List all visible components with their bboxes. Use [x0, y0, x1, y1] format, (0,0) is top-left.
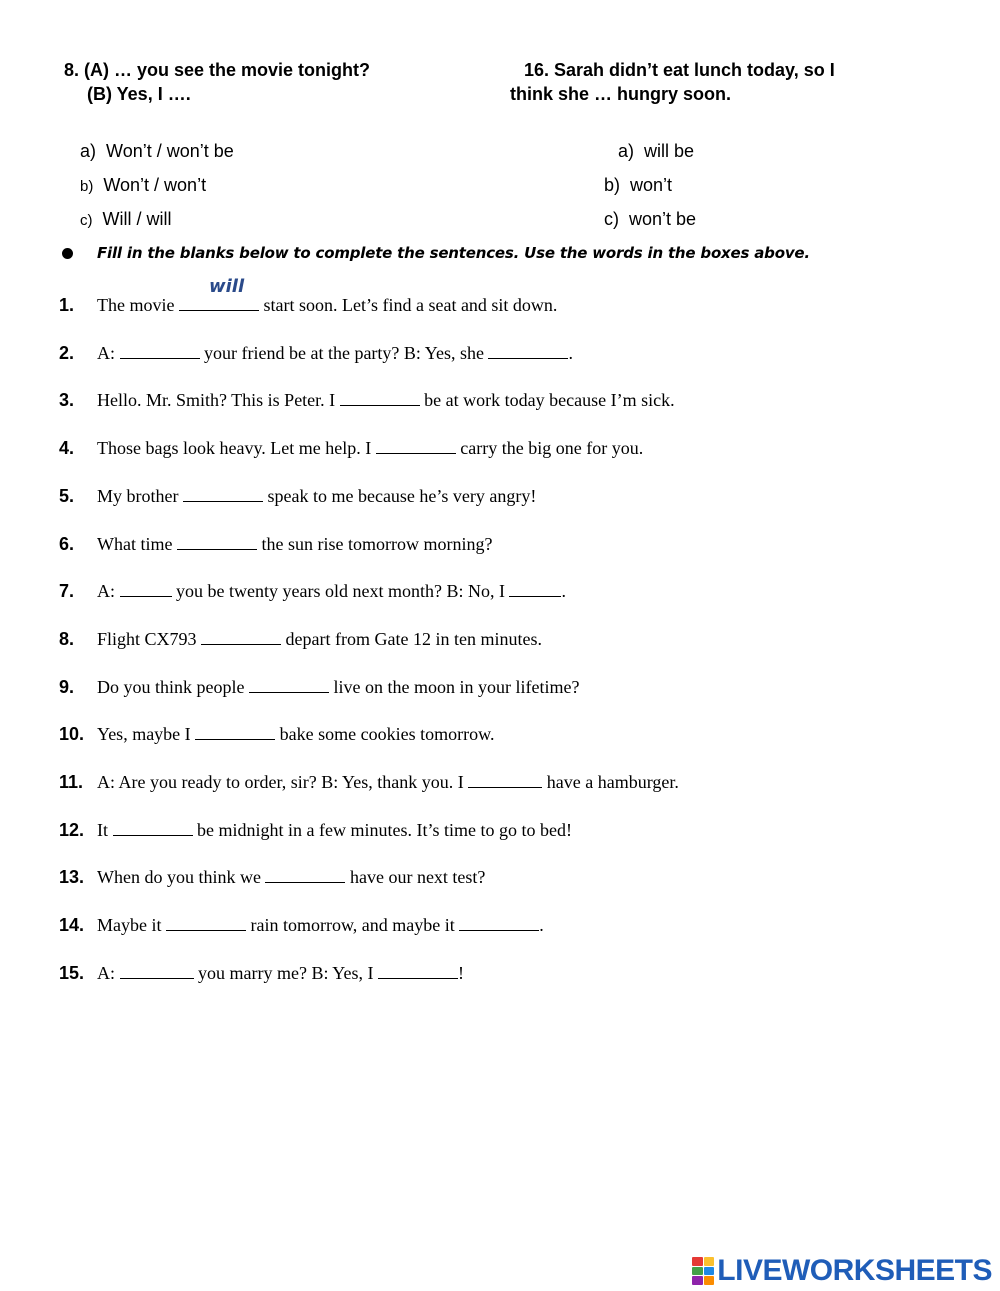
sentence-text: My brother speak to me because he’s very angry! [97, 486, 537, 506]
sentence-row [0, 720, 1000, 750]
sentence-text: A: your friend be at the party? B: Yes, she . [97, 343, 573, 363]
answer-blank[interactable] [179, 276, 259, 311]
answer-blank[interactable] [378, 963, 458, 979]
logo-block [692, 1267, 703, 1276]
sentence-text: Hello. Mr. Smith? This is Peter. I be at work today because I’m sick. [97, 390, 675, 410]
sentence-number: 11. [59, 772, 84, 792]
option-letter: b) [604, 175, 621, 195]
sentence-text: The movie will start soon. Let’s find a seat and sit down. [97, 276, 558, 315]
liveworksheets-logo [692, 1254, 992, 1288]
sentence-number: 12. [59, 820, 85, 840]
sentence-row [0, 386, 1000, 416]
sentence-row [0, 434, 1000, 464]
sentence-text: A: you marry me? B: Yes, I ! [97, 963, 464, 983]
sentence-number: 1. [59, 295, 75, 315]
logo-block [704, 1276, 715, 1285]
sentence-number: 2. [59, 343, 75, 363]
sentence-number: 4. [59, 438, 75, 458]
sentence-text: What time the sun rise tomorrow morning? [97, 534, 493, 554]
logo-block [704, 1267, 715, 1276]
sentence-row [0, 276, 1000, 321]
mc-left-question-a: 8. (A) … you see the movie tonight? [64, 60, 371, 80]
sentence-row [0, 959, 1000, 989]
answer-blank[interactable] [113, 820, 193, 836]
answer-blank[interactable] [177, 534, 257, 550]
sentence-row [0, 339, 1000, 369]
sentence-text: A: you be twenty years old next month? B: No, I . [97, 581, 566, 601]
answer-blank[interactable] [120, 343, 200, 359]
mc-left-option-c[interactable] [80, 208, 172, 232]
sentence-text: It be midnight in a few minutes. It’s time to go to bed! [97, 820, 572, 840]
sentence-row [0, 673, 1000, 703]
logo-block [692, 1257, 703, 1266]
sentence-row [0, 482, 1000, 512]
sentence-row [0, 768, 1000, 798]
mc-right-question-line1: 16. Sarah didn’t eat lunch today, so I [524, 60, 835, 80]
sentence-number: 8. [59, 629, 75, 649]
sentence-row [0, 530, 1000, 560]
mc-left-option-b[interactable] [80, 174, 206, 198]
option-letter: c) [604, 209, 619, 229]
sentence-text: Those bags look heavy. Let me help. I carry the big one for you. [97, 438, 644, 458]
answer-blank[interactable] [488, 343, 568, 359]
mc-right-question-line2: think she … hungry soon. [510, 84, 732, 104]
brand-text: LIVEWORKSHEETS [717, 1254, 992, 1287]
answer-blank[interactable] [195, 724, 275, 740]
answer-blank[interactable] [166, 915, 246, 931]
sentence-number: 7. [59, 581, 75, 601]
sentence-number: 3. [59, 390, 75, 410]
mc-right-option-b[interactable] [604, 174, 672, 196]
answer-blank[interactable] [249, 677, 329, 693]
answer-blank[interactable] [265, 867, 345, 883]
sentence-row [0, 625, 1000, 655]
option-letter: a) [80, 141, 97, 161]
answer-blank[interactable] [459, 915, 539, 931]
mc-left-option-a[interactable] [80, 140, 234, 162]
option-text: Won’t / won’t be [106, 141, 234, 161]
answer-blank[interactable] [376, 438, 456, 454]
sentence-number: 5. [59, 486, 75, 506]
sentence-row [0, 911, 1000, 941]
sentence-row [0, 816, 1000, 846]
mc-right-option-c[interactable] [604, 208, 696, 230]
logo-block [704, 1257, 715, 1266]
sentence-number: 13. [59, 867, 85, 887]
sentence-text: Do you think people live on the moon in your lifetime? [97, 677, 580, 697]
sentence-text: Yes, maybe I bake some cookies tomorrow. [97, 724, 495, 744]
sentence-row [0, 577, 1000, 607]
option-text: won’t [630, 175, 673, 195]
sentence-row [0, 863, 1000, 893]
instruction-text: Fill in the blanks below to complete the sentences. Use the words in the boxes above. [97, 244, 810, 262]
sentence-number: 14. [59, 915, 85, 935]
sentence-number: 10. [59, 724, 85, 744]
mc-left-question-b: (B) Yes, I …. [87, 84, 191, 104]
option-text: will be [644, 141, 695, 161]
logo-block [692, 1276, 703, 1285]
answer-blank[interactable] [183, 486, 263, 502]
sentence-number: 15. [59, 963, 85, 983]
option-letter: c) [80, 212, 93, 229]
sentence-text: Flight CX793 depart from Gate 12 in ten minutes. [97, 629, 542, 649]
sentence-text: Maybe it rain tomorrow, and maybe it . [97, 915, 544, 935]
sentence-text: A: Are you ready to order, sir? B: Yes, thank you. I have a hamburger. [97, 772, 679, 792]
answer-blank[interactable] [340, 390, 420, 406]
bullet-icon [62, 248, 73, 259]
filled-answer: will [208, 276, 245, 297]
logo-blocks-icon [692, 1257, 714, 1285]
mc-right-option-a[interactable] [618, 140, 694, 162]
option-text: Will / will [102, 209, 172, 229]
answer-blank[interactable] [120, 581, 172, 597]
answer-blank[interactable] [509, 581, 561, 597]
option-text: won’t be [629, 209, 697, 229]
answer-blank[interactable] [201, 629, 281, 645]
sentence-number: 9. [59, 677, 75, 697]
option-letter: b) [80, 178, 94, 195]
answer-blank[interactable] [468, 772, 542, 788]
sentence-text: When do you think we have our next test? [97, 867, 486, 887]
option-text: Won’t / won’t [103, 175, 207, 195]
option-letter: a) [618, 141, 635, 161]
answer-blank[interactable] [120, 963, 194, 979]
sentence-number: 6. [59, 534, 75, 554]
